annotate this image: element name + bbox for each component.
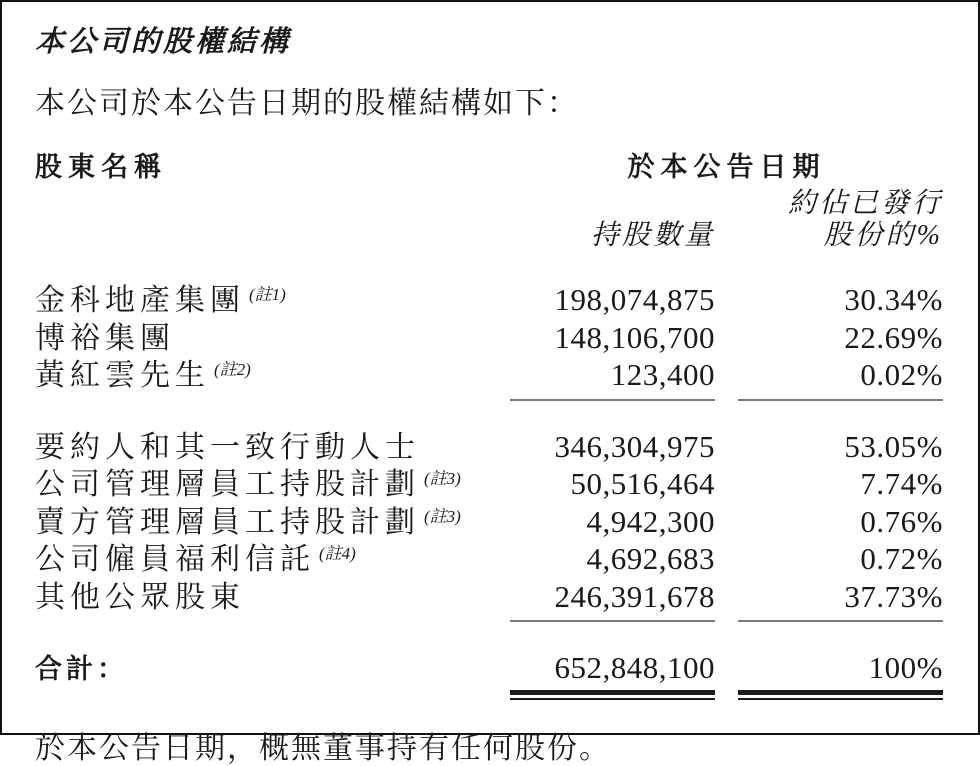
- intro-paragraph: 本公司於本公告日期的股權結構如下：: [35, 87, 579, 120]
- shares-value: 50,516,464: [570, 466, 715, 501]
- total-label: 合計：: [35, 654, 128, 684]
- shares-column-rule: [510, 620, 715, 622]
- total-row: [35, 650, 945, 687]
- pct-column-rule: [738, 620, 943, 622]
- pct-value: 0.76%: [860, 503, 943, 539]
- table-row: [35, 468, 945, 506]
- footnote-ref: (註2): [214, 360, 251, 379]
- pct-value: 7.74%: [860, 466, 943, 501]
- col-header-as-of-date: 於本公告日期: [627, 152, 826, 182]
- table-header-row-2: [35, 189, 945, 218]
- col-header-shares: 持股數量: [590, 220, 715, 251]
- total-pct-value: 100%: [868, 650, 943, 685]
- pct-value: 53.05%: [844, 428, 943, 464]
- shareholder-name: 其他公眾股東: [35, 580, 245, 614]
- shareholder-name: 公司管理層員工持股計劃: [35, 468, 420, 501]
- shares-column-rule: [510, 399, 715, 401]
- closing-statement: 於本公告日期，概無董事持有任何股份。: [35, 732, 611, 765]
- shares-value: 346,304,975: [554, 428, 715, 464]
- pct-value: 0.72%: [860, 541, 943, 576]
- footnote-ref: (註3): [424, 506, 461, 526]
- table-row: [35, 578, 945, 619]
- col-header-pct-line2: 股份的%: [823, 220, 943, 251]
- table-header-row: [35, 152, 945, 183]
- table-row: [35, 284, 945, 322]
- shares-value: 4,692,683: [586, 541, 715, 576]
- pct-value: 37.73%: [844, 578, 943, 614]
- pct-value: 30.34%: [844, 282, 943, 317]
- footnote-ref: (註1): [249, 285, 286, 304]
- shareholder-name: 博裕集團: [35, 321, 175, 355]
- table-row: [35, 503, 945, 544]
- table-row: [35, 319, 945, 360]
- footnote-ref: (註3): [424, 469, 461, 488]
- shareholder-name: 公司僱員福利信託: [35, 543, 315, 576]
- shareholder-name: 金科地產集團: [35, 284, 245, 317]
- shares-value: 148,106,700: [554, 319, 715, 355]
- section-divider: [35, 399, 945, 401]
- shareholder-name: 黃紅雲先生: [35, 359, 210, 392]
- table-header-row-3: [35, 221, 945, 250]
- table-section-2: [35, 428, 945, 623]
- table-row: [35, 543, 945, 581]
- table-section-1: [35, 284, 945, 401]
- section-title: 本公司的股權結構: [35, 26, 292, 58]
- shareholder-name: 賣方管理層員工持股計劃: [35, 505, 420, 539]
- col-header-shareholder: 股東名稱: [35, 152, 167, 182]
- col-header-pct-line1: 約佔已發行: [787, 188, 943, 219]
- shares-value: 4,942,300: [586, 503, 715, 539]
- total-shares-value: 652,848,100: [554, 650, 715, 685]
- shares-value: 123,400: [610, 357, 715, 392]
- shares-value: 246,391,678: [554, 578, 715, 614]
- pct-total-double-rule: [738, 690, 943, 700]
- shares-total-double-rule: [510, 690, 715, 700]
- table-row: [35, 359, 945, 397]
- pct-value: 22.69%: [844, 319, 943, 355]
- shareholder-name: 要約人和其一致行動人士: [35, 430, 420, 464]
- shares-value: 198,074,875: [554, 282, 715, 317]
- table-row: [35, 428, 945, 469]
- pct-value: 0.02%: [860, 357, 943, 392]
- section-divider: [35, 620, 945, 622]
- footnote-ref: (註4): [319, 544, 356, 563]
- total-divider: [35, 690, 945, 700]
- pct-column-rule: [738, 399, 943, 401]
